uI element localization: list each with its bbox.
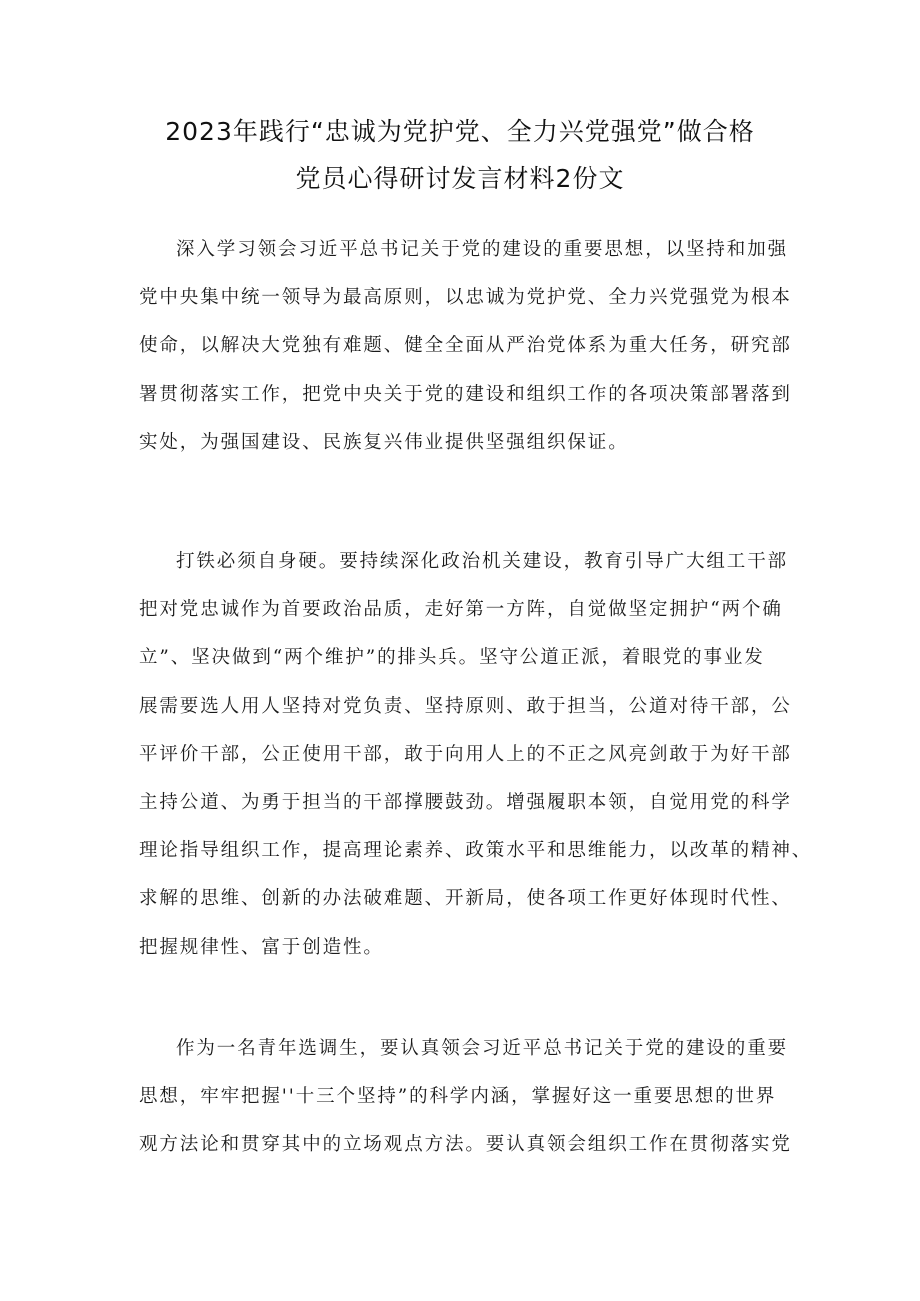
paragraph-1 [139, 226, 799, 467]
text-line: 把对党忠诚作为首要政治品质，走好第一方阵，自觉做坚定拥护“两个确 [139, 599, 783, 621]
title-line: 2023年践行“忠诚为党护党、全力兴党强党”做合格 [165, 117, 755, 146]
text-line: 思想，牢牢把握''十三个坚持”的科学内涵，掌握好这一重要思想的世界 [139, 1086, 777, 1108]
text-line: 深入学习领会习近平总书记关于党的建设的重要思想，以坚持和加强 [176, 239, 789, 260]
text-line: 实处，为强国建设、民族复兴伟业提供坚强组织保证。 [139, 431, 629, 453]
title-line: 党员心得研讨发言材料2份文 [295, 164, 625, 193]
text-line: 作为一名青年选调生，要认真领会习近平总书记关于党的建设的重要 [176, 1038, 789, 1059]
document-title [100, 108, 820, 202]
paragraph-2 [139, 538, 813, 972]
text-line: 打铁必须自身硬。要持续深化政治机关建设，教育引导广大组工干部 [176, 551, 789, 572]
text-line: 署贯彻落实工作，把党中央关于党的建设和组织工作的各项决策部署落到 [139, 383, 792, 405]
text-line: 把握规律性、富于创造性。 [139, 936, 384, 958]
text-line: 观方法论和贯穿其中的立场观点方法。要认真领会组织工作在贯彻落实党 [139, 1134, 792, 1156]
text-line: 理论指导组织工作，提高理论素养、政策水平和思维能力，以改革的精神、 [139, 840, 813, 862]
text-line: 党中央集中统一领导为最高原则，以忠诚为党护党、全力兴党强党为根本 [139, 287, 792, 309]
text-line: 使命，以解决大党独有难题、健全全面从严治党体系为重大任务，研究部 [139, 335, 792, 357]
text-line: 求解的思维、创新的办法破难题、开新局，使各项工作更好体现时代性、 [139, 888, 792, 910]
text-line: 平评价干部，公正使用干部，敢于向用人上的不正之风亮剑敢于为好干部 [139, 743, 792, 765]
text-line: 主持公道、为勇于担当的干部撑腰鼓劲。增强履职本领，自觉用党的科学 [139, 791, 792, 813]
text-line: 立”、坚决做到“两个维护”的排头兵。坚守公道正派，着眼党的事业发 [139, 647, 765, 669]
text-line: 展需要选人用人坚持对党负责、坚持原则、敢于担当，公道对待干部，公 [139, 695, 792, 717]
paragraph-3 [139, 1025, 799, 1170]
